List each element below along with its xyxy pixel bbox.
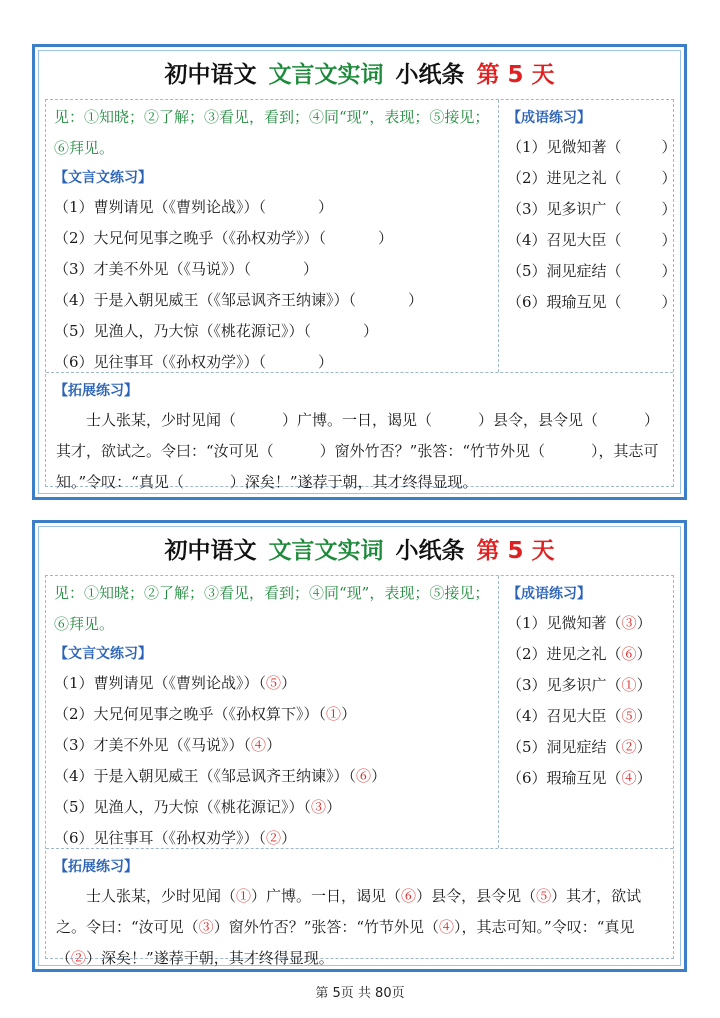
title-type: 小纸条: [395, 62, 465, 88]
extend-paragraph: 士人张某，少时见闻（①）广博。一日，谒见（⑥）县令，县令见（⑤）其才，欲试之。令曰：“汝可见（③）窗外竹否？”张答：“竹节外见（④），其志可知。”令叹：“真见（②）深矣！”遂荐于朝，其才终得显现。: [56, 887, 642, 967]
title-subject: 初中语文: [164, 538, 257, 564]
classical-panel: [46, 100, 499, 372]
answer-mark: ⑥: [621, 645, 637, 663]
idiom-item: （1）见微知著（③）: [507, 614, 652, 632]
answer-mark: ②: [266, 829, 282, 847]
idiom-item: （2）进见之礼（⑥）: [507, 645, 652, 663]
answer-mark: ①: [236, 887, 252, 905]
idiom-panel: [499, 576, 673, 848]
extend-heading: 【拓展练习】: [54, 859, 138, 875]
card-title: [35, 531, 684, 571]
idiom-item: （6）瑕瑜互见（ ）: [507, 293, 677, 311]
answer-mark: ①: [326, 705, 342, 723]
exercise-card-questions: [32, 44, 687, 500]
idiom-heading: 【成语练习】: [507, 586, 591, 602]
idiom-heading: 【成语练习】: [507, 110, 591, 126]
answer-mark: ③: [198, 918, 214, 936]
answer-mark: ②: [71, 949, 87, 967]
answer-mark: ④: [621, 769, 637, 787]
title-topic: 文言文实词: [268, 62, 384, 88]
answer-mark: ①: [621, 676, 637, 694]
card-body: [45, 575, 674, 967]
idiom-item: （5）洞见症结（②）: [507, 738, 652, 756]
answer-mark: ③: [311, 798, 327, 816]
word-definition: 见：①知晓；②了解；③看见，看到；④同“现”，表现；⑤接见；⑥拜见。: [54, 108, 490, 157]
classical-heading: 【文言文练习】: [54, 646, 152, 662]
idiom-item: （2）进见之礼（ ）: [507, 169, 677, 187]
classical-item: （2）大兄何见事之晚乎（《孙权劝学》）（ ）: [54, 229, 394, 247]
classical-item: （3）才美不外见（《马说》）（④）: [54, 736, 282, 754]
answer-mark: ④: [439, 918, 455, 936]
classical-item: （5）见渔人，乃大惊（《桃花源记》）（③）: [54, 798, 342, 816]
idiom-item: （3）见多识广（①）: [507, 676, 652, 694]
extend-heading: 【拓展练习】: [54, 383, 138, 399]
answer-mark: ⑤: [266, 674, 282, 692]
idiom-item: （4）召见大臣（⑤）: [507, 707, 652, 725]
answer-mark: ⑤: [621, 707, 637, 725]
idiom-item: （3）见多识广（ ）: [507, 200, 677, 218]
title-day: 第 5 天: [476, 62, 555, 88]
extend-panel: [46, 848, 673, 967]
answer-mark: ⑤: [536, 887, 552, 905]
idiom-item: （4）召见大臣（ ）: [507, 231, 677, 249]
extend-panel: [46, 372, 673, 491]
page-footer: 第 5页 共 80页: [315, 986, 405, 1001]
idiom-item: （5）洞见症结（ ）: [507, 262, 677, 280]
classical-item: （6）见往事耳（《孙权劝学》）（ ）: [54, 353, 334, 371]
card-body: [45, 99, 677, 491]
classical-item: （1）曹刿请见（《曹刿论战》）（⑤）: [54, 674, 297, 692]
classical-item: （6）见往事耳（《孙权劝学》）（②）: [54, 829, 297, 847]
answer-mark: ②: [621, 738, 637, 756]
classical-item: （5）见渔人，乃大惊（《桃花源记》）（ ）: [54, 322, 379, 340]
classical-item: （4）于是入朝见威王（《邹忌讽齐王纳谏》）（ ）: [54, 291, 424, 309]
extend-paragraph: 士人张某，少时见闻（ ）广博。一日，谒见（ ）县令，县令见（ ）其才，欲试之。令曰：“汝可见（ ）窗外竹否？”张答：“竹节外见（ ），其志可知。”令叹：“真见（ ）深矣！”遂荐于朝，其才终得显现。: [56, 411, 660, 491]
classical-item: （4）于是入朝见威王（《邹忌讽齐王纳谏》）（⑥）: [54, 767, 387, 785]
answer-mark: ④: [251, 736, 267, 754]
answer-mark: ③: [621, 614, 637, 632]
exercise-card-answers: [32, 520, 687, 972]
answer-mark: ⑥: [401, 887, 417, 905]
idiom-item: （6）瑕瑜互见（④）: [507, 769, 652, 787]
title-type: 小纸条: [395, 538, 465, 564]
classical-item: （3）才美不外见（《马说》）（ ）: [54, 260, 319, 278]
title-topic: 文言文实词: [268, 538, 384, 564]
classical-heading: 【文言文练习】: [54, 170, 152, 186]
title-subject: 初中语文: [164, 62, 257, 88]
answer-mark: ⑥: [356, 767, 372, 785]
classical-item: （2）大兄何见事之晚乎（《孙权算下》）（①）: [54, 705, 357, 723]
card-title: [35, 55, 684, 95]
idiom-item: （1）见微知著（ ）: [507, 138, 677, 156]
classical-item: （1）曹刿请见（《曹刿论战》）（ ）: [54, 198, 334, 216]
idiom-panel: [499, 100, 677, 372]
title-day: 第 5 天: [476, 538, 555, 564]
word-definition: 见：①知晓；②了解；③看见，看到；④同“现”，表现；⑤接见；⑥拜见。: [54, 584, 490, 633]
classical-panel: [46, 576, 499, 848]
